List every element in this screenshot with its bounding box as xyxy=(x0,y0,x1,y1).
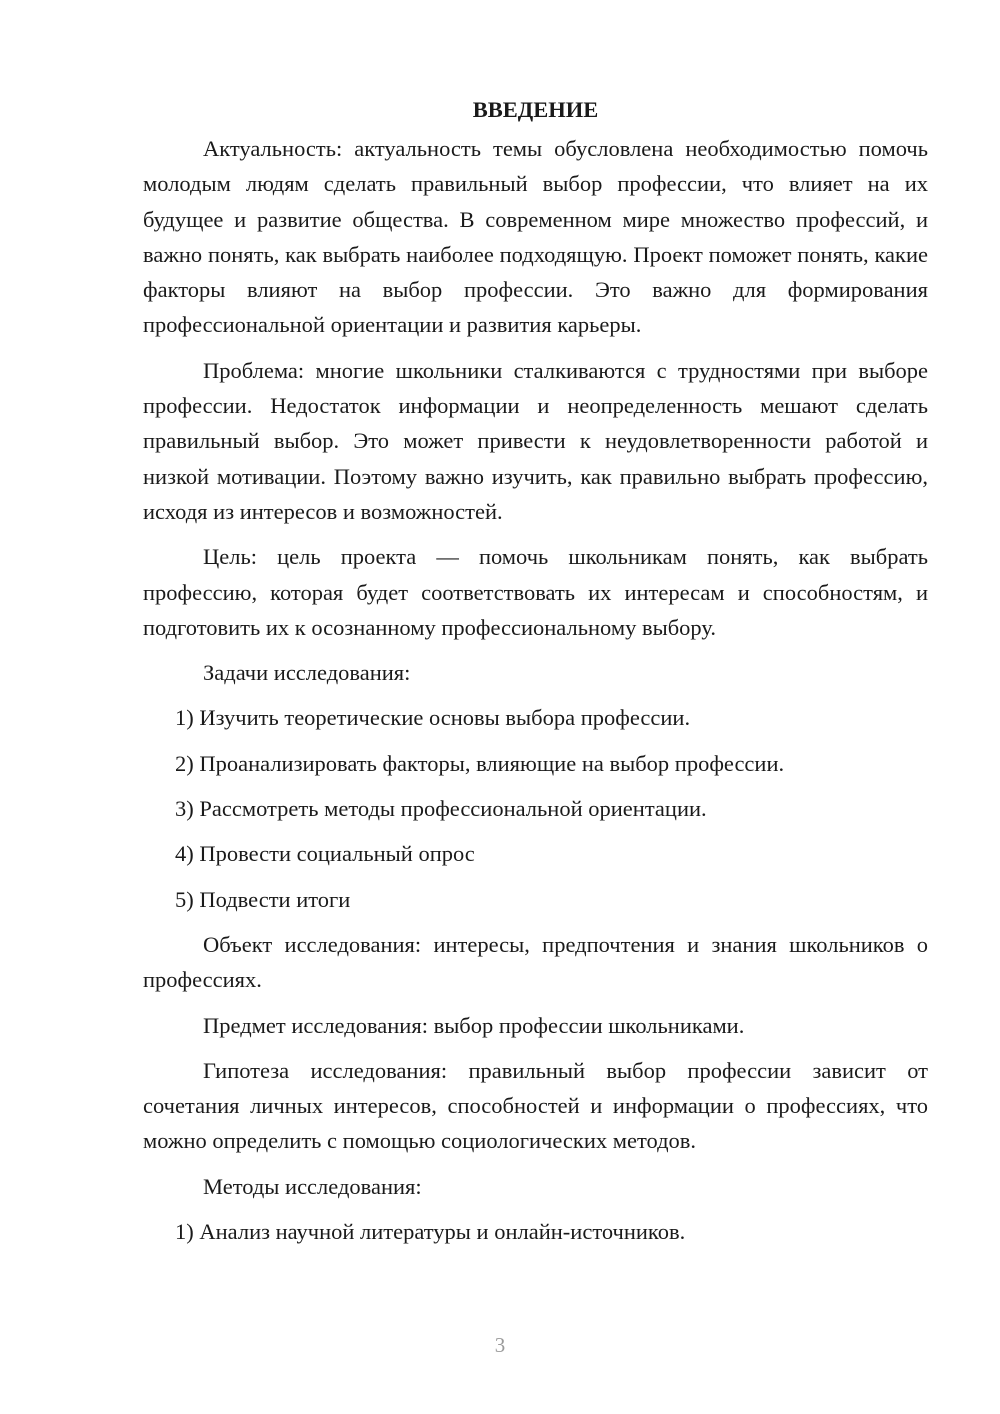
methods-heading: Методы исследования: xyxy=(203,1173,422,1199)
paragraph-hypothesis: Гипотеза исследования: правильный выбор профессии зависит от сочетания личных интересов, способностей и информации о профессиях, что можно определить с помощью социологических методов. xyxy=(143,1057,928,1154)
page-number: 3 xyxy=(494,1333,506,1357)
task-item: 1) Изучить теоретические основы выбора профессии. xyxy=(175,705,691,731)
page-title: ВВЕДЕНИЕ xyxy=(472,97,599,122)
paragraph-subject: Предмет исследования: выбор профессии школьниками. xyxy=(203,1012,745,1038)
paragraph-object: Объект исследования: интересы, предпочтения и знания школьников о профессиях. xyxy=(143,931,928,993)
tasks-heading: Задачи исследования: xyxy=(203,660,411,686)
paragraph-problem: Проблема: многие школьники сталкиваются с трудностями при выборе профессии. Недостаток информации и неопределенность мешают сделать правильный выбор. Это может привести к неудовлетворенности работой и низкой мотивации. Поэтому важно изучить, как правильно выбрать профессию, исходя из интересов и возможностей. xyxy=(143,357,928,524)
task-item: 2) Проанализировать факторы, влияющие на выбор профессии. xyxy=(175,750,785,776)
method-item: 1) Анализ научной литературы и онлайн-источников. xyxy=(175,1219,686,1245)
page-content xyxy=(143,92,928,1259)
task-item: 4) Провести социальный опрос xyxy=(175,841,475,867)
task-item: 5) Подвести итоги xyxy=(175,886,351,912)
task-item: 3) Рассмотреть методы профессиональной ориентации. xyxy=(175,796,707,822)
paragraph-goal: Цель: цель проекта — помочь школьникам понять, как выбрать профессию, которая будет соответствовать их интересам и способностям, и подготовить их к осознанному профессиональному выбору. xyxy=(143,544,928,640)
paragraph-relevance: Актуальность: актуальность темы обусловлена необходимостью помочь молодым людям сделать правильный выбор профессии, что влияет на их будущее и развитие общества. В современном мире множество профессий, и важно понять, как выбрать наиболее подходящую. Проект поможет понять, какие факторы влияют на выбор профессии. Это важно для формирования профессиональной ориентации и развития карьеры. xyxy=(143,136,928,338)
